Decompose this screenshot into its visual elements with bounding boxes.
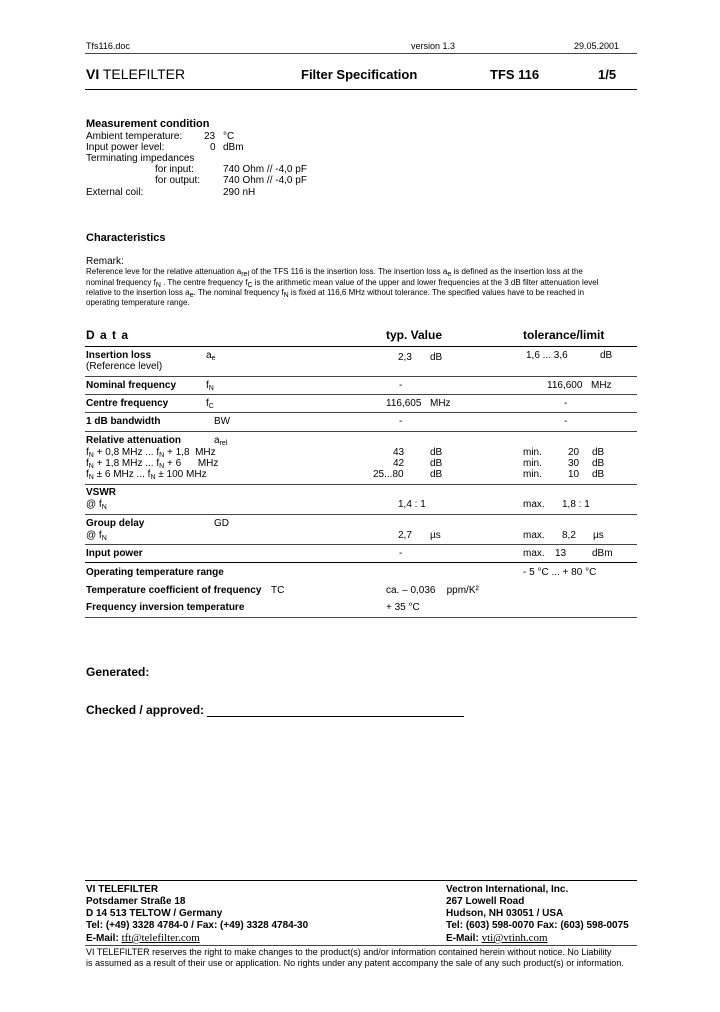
vswr-label: VSWR	[86, 487, 116, 498]
vswr-max-value: 1,8 : 1	[562, 499, 590, 510]
remark-line-4: operating temperature range.	[86, 298, 190, 307]
bandwidth-label: 1 dB bandwidth	[86, 416, 161, 427]
file-name: Tfs116.doc	[86, 41, 130, 51]
remark-line-3: relative to the insertion loss $a_e$. The nominal frequency $f_N$ is fixed at 116,6 MHz without tolerance. The specified values have to be reached in	[86, 288, 585, 299]
insertion-loss-symbol: $a_e$	[206, 350, 216, 362]
input-power-typ: -	[399, 548, 403, 559]
disclaimer-rule	[85, 945, 637, 946]
input-power-max-label: max.	[523, 548, 545, 559]
for-input-label: for input:	[155, 164, 194, 175]
attenuation-3-typ-unit: dB	[430, 469, 443, 480]
input-power-unit: dBm	[223, 142, 244, 153]
footer-us-phone: Tel: (603) 598-0070 Fax: (603) 598-0075	[446, 920, 629, 931]
table-head-data: D a t a	[86, 328, 130, 342]
nominal-frequency-symbol: $f_N$	[206, 380, 214, 392]
attenuation-3-min-unit: dB	[592, 469, 605, 480]
row-rule	[85, 394, 637, 395]
version-label: version 1.3	[411, 41, 456, 51]
table-head-rule	[85, 346, 637, 347]
bandwidth-typ: -	[399, 416, 403, 427]
footer-us-city: Hudson, NH 03051 / USA	[446, 908, 564, 919]
for-input-value: 740 Ohm // -4,0 pF	[223, 164, 307, 175]
temperature-coefficient-typ: ca. – 0,036 ppm/K²	[386, 585, 479, 596]
group-delay-symbol: GD	[214, 518, 229, 529]
row-rule	[85, 431, 637, 432]
external-coil-value: 290 nH	[223, 187, 256, 198]
row-rule	[85, 376, 637, 377]
insertion-loss-tolerance-unit: dB	[600, 350, 613, 361]
nominal-frequency-label: Nominal frequency	[86, 380, 177, 391]
row-rule	[85, 412, 637, 413]
centre-frequency-typ: 116,605	[386, 398, 422, 409]
centre-frequency-tolerance: -	[564, 398, 568, 409]
nominal-frequency-tolerance: 116,600	[547, 380, 583, 391]
footer-us-email-link[interactable]: vti@vtinh.com	[481, 932, 548, 944]
generated-label: Generated:	[86, 665, 150, 679]
measurement-title: Measurement condition	[86, 118, 210, 130]
checked-approved-label: Checked / approved:	[86, 703, 205, 717]
disclaimer-line-2: is assumed as a result of their use or application. No rights under any patent accompany the sale of any such product(s) or information.	[86, 958, 624, 968]
group-delay-max-unit: µs	[593, 530, 604, 541]
temperature-coefficient-symbol: TC	[271, 585, 285, 596]
group-delay-typ: 2,7	[398, 530, 412, 541]
input-power-value: 0	[210, 142, 216, 153]
attenuation-1-typ: 43	[393, 447, 405, 458]
attenuation-2-min-unit: dB	[592, 458, 605, 469]
input-power-max-unit: dBm	[592, 548, 613, 559]
group-delay-max-value: 8,2	[562, 530, 576, 541]
reference-level-label: (Reference level)	[86, 361, 163, 372]
centre-frequency-label: Centre frequency	[86, 398, 169, 409]
vswr-max-label: max.	[523, 499, 545, 510]
remark-line-1: Reference leve for the relative attenuation $a_{rel}$ of the TFS 116 is the insertion loss. The insertion loss $a_e$ is defined as the insertion loss at the	[86, 267, 583, 278]
vswr-condition: @ $f_N$	[86, 499, 107, 511]
ambient-temperature-label: Ambient temperature:	[86, 131, 183, 142]
row-rule-heavy	[85, 562, 637, 563]
document-date: 29.05.2001	[574, 41, 620, 51]
attenuation-range-2: $f_N + 1,8$ MHz ... $f_N + 6$ MHz	[86, 458, 219, 470]
table-head-typ: typ. Value	[386, 328, 443, 342]
footer-email: E-Mail: tft@telefilter.com	[86, 932, 200, 944]
insertion-loss-label: Insertion loss	[86, 350, 152, 361]
footer-us-email: E-Mail: vti@vtinh.com	[446, 932, 548, 944]
centre-frequency-symbol: $f_C$	[206, 398, 214, 410]
vswr-typ: 1,4 : 1	[398, 499, 426, 510]
row-rule	[85, 544, 637, 545]
footer-phone: Tel: (+49) 3328 4784-0 / Fax: (+49) 3328 4784-30	[86, 920, 309, 931]
part-number: TFS 116	[490, 67, 540, 82]
attenuation-range-1: $f_N + 0,8$ MHz ... $f_N + 1,8$ MHz	[86, 447, 216, 459]
input-power-label: Input power level:	[86, 142, 165, 153]
attenuation-1-min-unit: dB	[592, 447, 605, 458]
table-end-rule	[85, 617, 637, 618]
insertion-loss-typ-unit: dB	[430, 352, 443, 363]
footer-company: VI TELEFILTER	[86, 884, 159, 895]
characteristics-title: Characteristics	[86, 232, 166, 244]
input-power-row-label: Input power	[86, 548, 143, 559]
attenuation-2-typ-unit: dB	[430, 458, 443, 469]
frequency-inversion-label: Frequency inversion temperature	[86, 602, 245, 613]
ambient-temperature-unit: °C	[223, 131, 235, 142]
relative-attenuation-label: Relative attenuation	[86, 435, 182, 446]
attenuation-1-min-label: min.	[523, 447, 542, 458]
attenuation-2-typ: 42	[393, 458, 405, 469]
group-delay-condition: @ $f_N$	[86, 530, 107, 542]
group-delay-typ-unit: µs	[430, 530, 441, 541]
row-rule	[85, 514, 637, 515]
terminating-impedances-label: Terminating impedances	[86, 153, 195, 164]
remark-label: Remark:	[86, 256, 124, 267]
footer-city: D 14 513 TELTOW / Germany	[86, 908, 223, 919]
insertion-loss-tolerance: 1,6 ... 3,6	[526, 350, 568, 361]
nominal-frequency-unit: MHz	[591, 380, 612, 391]
group-delay-label: Group delay	[86, 518, 145, 529]
attenuation-3-min-label: min.	[523, 469, 542, 480]
document-title: Filter Specification	[301, 67, 418, 82]
external-coil-label: External coil:	[86, 187, 144, 198]
attenuation-2-min-value: 30	[568, 458, 580, 469]
nominal-frequency-typ: -	[399, 380, 403, 391]
operating-temperature-label: Operating temperature range	[86, 567, 224, 578]
row-rule	[85, 484, 637, 485]
footer-rule	[85, 880, 637, 881]
footer-us-company: Vectron International, Inc.	[446, 884, 569, 895]
page-number: 1/5	[598, 67, 617, 82]
table-head-tolerance: tolerance/limit	[523, 328, 605, 342]
ambient-temperature-value: 23	[204, 131, 216, 142]
header-rule	[85, 53, 637, 54]
centre-frequency-typ-unit: MHz	[430, 398, 451, 409]
operating-temperature-range: - 5 °C ... + 80 °C	[523, 567, 597, 578]
footer-us-street: 267 Lowell Road	[446, 896, 525, 907]
company-logo-text: VI TELEFILTER	[86, 66, 186, 82]
group-delay-max-label: max.	[523, 530, 545, 541]
disclaimer-line-1: VI TELEFILTER reserves the right to make changes to the product(s) and/or information contained herein without notice. No Liability	[86, 947, 612, 957]
footer-street: Potsdamer Straße 18	[86, 896, 186, 907]
input-power-max-value: 13	[555, 548, 567, 559]
attenuation-3-min-value: 10	[568, 469, 580, 480]
bandwidth-tolerance: -	[564, 416, 568, 427]
insertion-loss-typ: 2,3	[398, 352, 412, 363]
frequency-inversion-typ: + 35 °C	[386, 602, 420, 613]
attenuation-1-typ-unit: dB	[430, 447, 443, 458]
title-rule	[85, 89, 637, 90]
for-output-label: for output:	[155, 175, 201, 186]
footer-email-link[interactable]: tft@telefilter.com	[121, 932, 200, 944]
remark-line-2: nominal frequency $f_N$ . The centre frequency $f_C$ is the arithmetic mean value of the upper and lower frequencies at the 3 dB filter attenuation level	[86, 278, 599, 289]
relative-attenuation-symbol: $a_{rel}$	[214, 435, 228, 447]
attenuation-2-min-label: min.	[523, 458, 542, 469]
attenuation-range-3: $f_N \pm 6$ MHz ... $f_N \pm 100$ MHz	[86, 469, 207, 481]
for-output-value: 740 Ohm // -4,0 pF	[223, 175, 307, 186]
bandwidth-symbol: BW	[214, 416, 231, 427]
attenuation-3-typ: 25...80	[373, 469, 404, 480]
attenuation-1-min-value: 20	[568, 447, 580, 458]
signature-line	[207, 716, 464, 717]
temperature-coefficient-label: Temperature coefficient of frequency	[86, 585, 262, 596]
